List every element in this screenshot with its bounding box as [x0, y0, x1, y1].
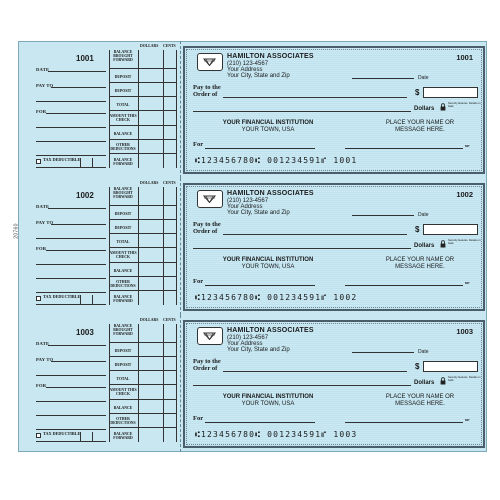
stub-check-number: 1002	[76, 191, 94, 200]
perforation-line	[180, 41, 181, 178]
stub-amount-this-check: AMOUNT THIS CHECK	[109, 388, 137, 397]
pay-to-line1: Pay to the	[193, 358, 221, 365]
stub-grid-rule	[109, 247, 176, 248]
memo-label: For	[193, 278, 204, 285]
dollars-label: Dollars	[414, 380, 435, 386]
stub-grid-rule	[109, 262, 176, 263]
bank-info	[213, 257, 323, 271]
padlock-icon	[440, 377, 446, 385]
message-line-2: MESSAGE HERE.	[395, 401, 445, 407]
stub-other-deductions: OTHER DEDUCTIONS	[110, 417, 136, 426]
payee-line[interactable]	[223, 234, 407, 235]
date-line[interactable]	[352, 78, 414, 79]
stub-payto-label: PAY TO	[36, 357, 54, 362]
stub-payto-line[interactable]	[51, 224, 106, 225]
date-label: Date	[418, 212, 429, 218]
stub-payto-line-2[interactable]	[36, 238, 106, 239]
stub-grid-rule	[109, 370, 176, 371]
stub-grid-rule	[109, 413, 176, 414]
order-of-line: Order of	[193, 91, 218, 98]
memo-line[interactable]	[205, 422, 315, 423]
perforation-line	[180, 315, 181, 452]
stub-for-line-2[interactable]	[36, 401, 106, 402]
message-line-1: PLACE YOUR NAME OR	[385, 120, 455, 126]
stub-grid-divider	[138, 50, 139, 168]
diamond-icon	[203, 194, 216, 203]
stub-other-deductions: OTHER DEDUCTIONS	[110, 280, 136, 289]
tax-deductible-checkbox[interactable]	[36, 296, 41, 301]
stub-balance: BALANCE	[113, 132, 133, 136]
dollar-sign: $	[415, 88, 420, 97]
company-address-2: Your City, State and Zip	[227, 73, 290, 79]
stub-tax-divider	[80, 295, 81, 305]
dollars-label: Dollars	[414, 243, 435, 249]
perforation-line	[180, 178, 181, 315]
bank-diamond-logo-icon	[197, 53, 223, 71]
bank-town: YOUR TOWN, USA	[241, 401, 295, 407]
stub-cents-header: CENTS	[163, 181, 176, 185]
stub-payto-line[interactable]	[51, 361, 106, 362]
signature-line[interactable]	[345, 148, 463, 149]
stub-tax-divider	[92, 432, 93, 442]
stub-other-deductions: OTHER DEDUCTIONS	[110, 143, 136, 152]
stub-grid-divider	[176, 187, 177, 305]
stub-grid-divider	[138, 324, 139, 442]
stub-for-line-4[interactable]	[36, 292, 106, 293]
stub-dollars-header: DOLLARS	[140, 318, 159, 322]
message-area	[375, 257, 465, 271]
stub-check-number: 1001	[76, 54, 94, 63]
date-line[interactable]	[352, 215, 414, 216]
stub-tax-divider	[92, 295, 93, 305]
memo-label: For	[193, 415, 204, 422]
stub-payto-line[interactable]	[51, 87, 106, 88]
company-name: HAMILTON ASSOCIATES	[227, 327, 314, 334]
stub-for-line-3[interactable]	[36, 141, 106, 142]
stub-grid-rule	[109, 153, 176, 154]
stub-for-line[interactable]	[46, 113, 106, 114]
company-phone: (210) 123-4567	[227, 61, 269, 67]
amount-words-line[interactable]	[193, 111, 411, 112]
dollars-label: Dollars	[414, 106, 435, 112]
amount-box[interactable]	[423, 224, 478, 235]
micr-line: ⑆123456780⑆ 001234591⑈ 1002	[195, 293, 358, 302]
stub-tax-rule	[36, 441, 106, 442]
stub-for-label: FOR	[36, 246, 47, 251]
stub-grid-rule	[109, 139, 176, 140]
message-line-2: MESSAGE HERE.	[395, 264, 445, 270]
date-label: Date	[418, 349, 429, 355]
tax-deductible-label: TAX DEDUCTIBLE	[43, 431, 81, 436]
stub-deposit-2: DEPOSIT	[114, 89, 132, 93]
message-line-1: PLACE YOUR NAME OR	[385, 257, 455, 263]
stub-grid-divider	[109, 324, 110, 442]
check-stub	[18, 315, 180, 452]
stub-grid-rule	[109, 68, 176, 69]
stub-balance-brought-forward: BALANCE BROUGHT FORWARD	[113, 187, 133, 200]
amount-box[interactable]	[423, 87, 478, 98]
security-note: Security features. Details on back.	[448, 102, 481, 108]
diamond-icon	[203, 57, 216, 66]
diamond-icon	[203, 331, 216, 340]
stub-for-line-2[interactable]	[36, 127, 106, 128]
stub-grid-rule	[109, 233, 176, 234]
bank-info	[213, 120, 323, 134]
check-row-1003	[18, 315, 487, 452]
stub-grid-rule	[109, 342, 176, 343]
stub-tax-divider	[80, 432, 81, 442]
tax-deductible-label: TAX DEDUCTIBLE	[43, 294, 81, 299]
stub-grid-rule	[109, 384, 176, 385]
check-body	[183, 46, 485, 174]
company-name: HAMILTON ASSOCIATES	[227, 53, 314, 60]
stub-total: TOTAL	[116, 377, 130, 381]
stub-for-label: FOR	[36, 109, 47, 114]
stub-date-label: DATE	[36, 204, 50, 209]
memo-label: For	[193, 141, 204, 148]
stub-for-line-3[interactable]	[36, 278, 106, 279]
bank-info	[213, 394, 323, 408]
stub-balance-brought-forward: BALANCE BROUGHT FORWARD	[113, 50, 133, 63]
form-code: 20760	[13, 223, 20, 239]
stub-grid-rule	[109, 290, 176, 291]
stub-for-line[interactable]	[46, 250, 106, 251]
pay-to-label	[193, 84, 221, 98]
stub-grid-rule	[109, 219, 176, 220]
check-row-1001	[18, 41, 487, 178]
stub-amount-this-check: AMOUNT THIS CHECK	[109, 114, 137, 123]
stub-grid-rule	[109, 399, 176, 400]
bank-diamond-logo-icon	[197, 190, 223, 208]
stub-balance: BALANCE	[113, 269, 133, 273]
stub-for-line-4[interactable]	[36, 429, 106, 430]
stub-balance-forward: BALANCE FORWARD	[113, 295, 133, 304]
check-stub	[18, 41, 180, 178]
check-row-1002	[18, 178, 487, 315]
stub-date-line[interactable]	[48, 208, 106, 209]
stub-grid-rule	[109, 205, 176, 206]
stub-deposit-2: DEPOSIT	[114, 226, 132, 230]
date-line[interactable]	[352, 352, 414, 353]
stub-date-line[interactable]	[48, 345, 106, 346]
stub-balance-forward: BALANCE FORWARD	[113, 158, 133, 167]
security-note: Security features. Details on back.	[448, 376, 481, 382]
pay-to-label	[193, 358, 221, 372]
stub-deposit-1: DEPOSIT	[114, 75, 132, 79]
stub-cents-header: CENTS	[163, 44, 176, 48]
stub-for-line-3[interactable]	[36, 415, 106, 416]
stub-total: TOTAL	[116, 240, 130, 244]
message-area	[375, 120, 465, 134]
stub-grid-rule	[109, 276, 176, 277]
stub-grid-rule	[109, 427, 176, 428]
company-address-2: Your City, State and Zip	[227, 210, 290, 216]
stub-dollars-header: DOLLARS	[140, 181, 159, 185]
stub-grid-divider	[176, 50, 177, 168]
mp-mark: MP	[465, 418, 470, 422]
stub-for-label: FOR	[36, 383, 47, 388]
stub-grid-divider	[163, 324, 164, 442]
check-body	[183, 183, 485, 311]
company-phone: (210) 123-4567	[227, 198, 269, 204]
mp-mark: MP	[465, 281, 470, 285]
stub-grid-rule	[109, 356, 176, 357]
stub-tax-divider	[92, 158, 93, 168]
bank-town: YOUR TOWN, USA	[241, 127, 295, 133]
stub-grid-divider	[109, 50, 110, 168]
stub-tax-divider	[80, 158, 81, 168]
check-number: 1002	[456, 190, 473, 199]
dollar-sign: $	[415, 362, 420, 371]
amount-words-line[interactable]	[193, 248, 411, 249]
dollar-sign: $	[415, 225, 420, 234]
micr-line: ⑆123456780⑆ 001234591⑈ 1001	[195, 156, 358, 165]
stub-balance-forward: BALANCE FORWARD	[113, 432, 133, 441]
stub-for-line-2[interactable]	[36, 264, 106, 265]
amount-words-line[interactable]	[193, 385, 411, 386]
amount-box[interactable]	[423, 361, 478, 372]
micr-line: ⑆123456780⑆ 001234591⑈ 1003	[195, 430, 358, 439]
stub-payto-line-2[interactable]	[36, 101, 106, 102]
stub-grid-divider	[138, 187, 139, 305]
message-line-2: MESSAGE HERE.	[395, 127, 445, 133]
pay-to-label	[193, 221, 221, 235]
check-stub	[18, 178, 180, 315]
message-area	[375, 394, 465, 408]
padlock-icon	[440, 240, 446, 248]
stub-cents-header: CENTS	[163, 318, 176, 322]
bank-name: YOUR FINANCIAL INSTITUTION	[222, 120, 314, 126]
stub-payto-label: PAY TO	[36, 83, 54, 88]
stub-deposit-2: DEPOSIT	[114, 363, 132, 367]
stub-for-line-4[interactable]	[36, 155, 106, 156]
stub-grid-divider	[163, 187, 164, 305]
stub-tax-rule	[36, 304, 106, 305]
security-note: Security features. Details on back.	[448, 239, 481, 245]
stub-grid-rule	[109, 125, 176, 126]
tax-deductible-checkbox[interactable]	[36, 159, 41, 164]
company-address-1: Your Address	[227, 204, 263, 210]
stub-dollars-header: DOLLARS	[140, 44, 159, 48]
company-name: HAMILTON ASSOCIATES	[227, 190, 314, 197]
stub-grid-rule	[109, 110, 176, 111]
stub-total: TOTAL	[116, 103, 130, 107]
bank-diamond-logo-icon	[197, 327, 223, 345]
stub-tax-rule	[36, 167, 106, 168]
company-address-1: Your Address	[227, 67, 263, 73]
stub-date-label: DATE	[36, 341, 50, 346]
stub-grid-divider	[109, 187, 110, 305]
stub-balance-brought-forward: BALANCE BROUGHT FORWARD	[113, 324, 133, 337]
check-number: 1001	[456, 53, 473, 62]
pay-to-line1: Pay to the	[193, 84, 221, 91]
padlock-icon	[440, 103, 446, 111]
memo-line[interactable]	[205, 285, 315, 286]
bank-name: YOUR FINANCIAL INSTITUTION	[222, 394, 314, 400]
stub-deposit-1: DEPOSIT	[114, 349, 132, 353]
company-phone: (210) 123-4567	[227, 335, 269, 341]
tax-deductible-checkbox[interactable]	[36, 433, 41, 438]
order-of-line: Order of	[193, 228, 218, 235]
payee-line[interactable]	[223, 97, 407, 98]
order-of-line: Order of	[193, 365, 218, 372]
date-label: Date	[418, 75, 429, 81]
check-number: 1003	[456, 327, 473, 336]
bank-town: YOUR TOWN, USA	[241, 264, 295, 270]
memo-line[interactable]	[205, 148, 315, 149]
stub-check-number: 1003	[76, 328, 94, 337]
stub-deposit-1: DEPOSIT	[114, 212, 132, 216]
tax-deductible-label: TAX DEDUCTIBLE	[43, 157, 81, 162]
stub-payto-line-2[interactable]	[36, 375, 106, 376]
payee-line[interactable]	[223, 371, 407, 372]
stub-grid-rule	[109, 96, 176, 97]
stub-amount-this-check: AMOUNT THIS CHECK	[109, 251, 137, 260]
signature-line[interactable]	[345, 285, 463, 286]
signature-line[interactable]	[345, 422, 463, 423]
bank-name: YOUR FINANCIAL INSTITUTION	[222, 257, 314, 263]
message-line-1: PLACE YOUR NAME OR	[385, 394, 455, 400]
stub-for-line[interactable]	[46, 387, 106, 388]
stub-balance: BALANCE	[113, 406, 133, 410]
check-body	[183, 320, 485, 448]
mp-mark: MP	[465, 144, 470, 148]
stub-date-line[interactable]	[48, 71, 106, 72]
stub-date-label: DATE	[36, 67, 50, 72]
stub-payto-label: PAY TO	[36, 220, 54, 225]
stub-grid-divider	[176, 324, 177, 442]
stub-grid-rule	[109, 82, 176, 83]
pay-to-line1: Pay to the	[193, 221, 221, 228]
company-address-2: Your City, State and Zip	[227, 347, 290, 353]
stub-grid-divider	[163, 50, 164, 168]
company-address-1: Your Address	[227, 341, 263, 347]
